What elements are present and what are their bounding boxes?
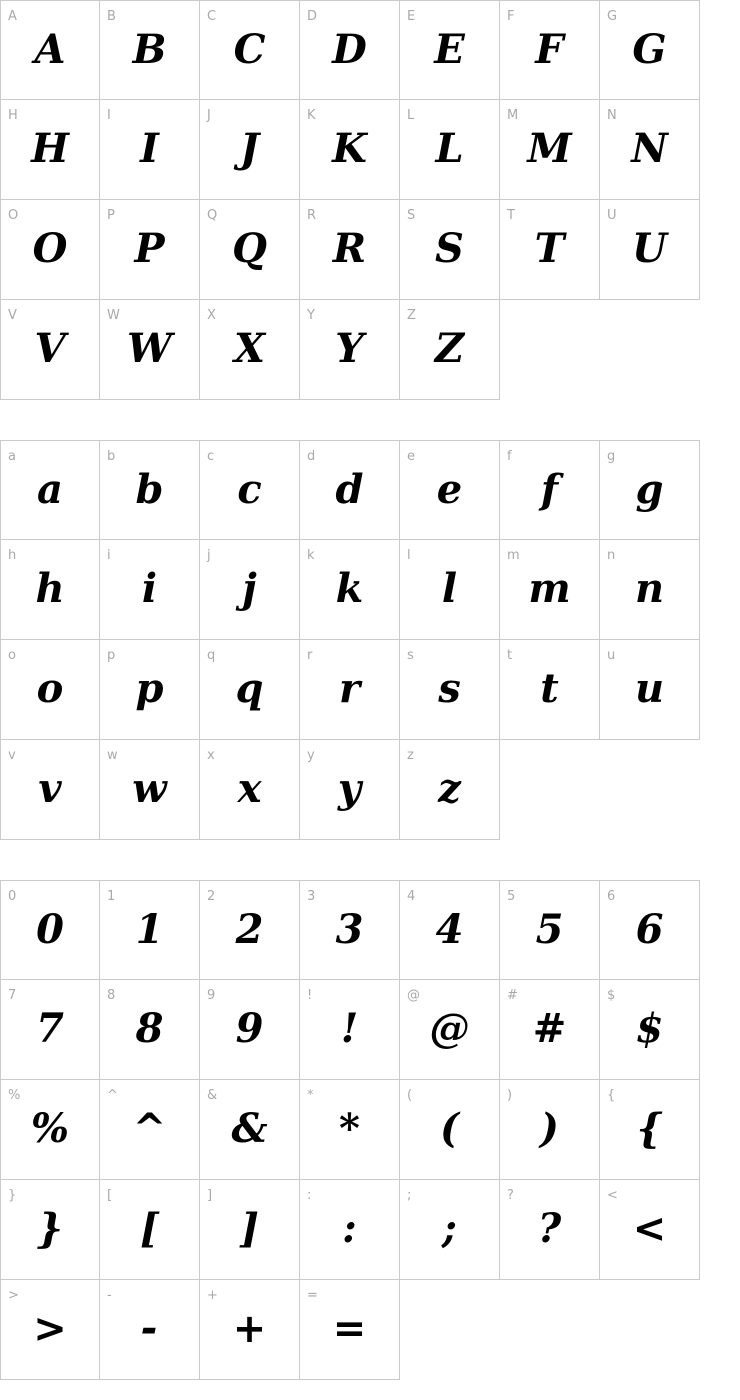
glyph-cell [500,640,600,740]
glyph-cell [400,640,500,740]
glyph-corner-label: Y [307,308,315,323]
glyph-preview: x [237,765,262,812]
glyph-corner-label: 4 [407,889,416,904]
glyph-preview: d [335,466,364,513]
glyph-corner-label: Q [207,208,218,223]
glyph-corner-label: N [607,108,617,123]
glyph-preview: 7 [36,1005,64,1052]
glyph-corner-label: j [207,548,211,563]
glyph-preview: z [438,765,461,812]
glyph-preview: % [30,1105,69,1152]
glyph-preview: 2 [235,906,264,953]
glyph-corner-label: @ [407,988,420,1003]
glyph-cell [0,980,100,1080]
glyph-cell [500,980,600,1080]
glyph-preview: 4 [435,906,464,953]
glyph-cell [100,300,200,400]
glyph-preview: X [233,325,266,372]
glyph-preview: M [527,125,572,172]
glyph-preview: A [34,26,66,73]
glyph-cell [0,200,100,300]
glyph-corner-label: & [207,1088,218,1103]
glyph-preview: F [535,26,564,73]
glyph-corner-label: < [607,1188,618,1203]
glyph-cell [500,1180,600,1280]
glyph-cell [0,1080,100,1180]
glyph-cell [500,880,600,980]
glyph-cell [500,1080,600,1180]
glyph-corner-label: { [607,1088,616,1103]
glyph-preview: j [242,565,257,612]
glyph-cell [300,0,400,100]
glyph-cell [100,540,200,640]
glyph-preview: Y [335,325,364,372]
glyph-cell [200,980,300,1080]
glyph-corner-label: ] [207,1188,213,1203]
glyph-corner-label: Z [407,308,416,323]
glyph-corner-label: } [8,1188,17,1203]
glyph-corner-label: H [8,108,18,123]
glyph-preview: m [528,565,571,612]
glyph-cell [0,0,100,100]
glyph-cell [400,740,500,840]
glyph-corner-label: 9 [207,988,216,1003]
glyph-table-digits-and-symbols [0,880,740,1380]
glyph-preview: w [132,765,167,812]
glyph-cell [100,980,200,1080]
glyph-corner-label: C [207,9,217,24]
glyph-preview: B [132,26,167,73]
glyph-corner-label: 2 [207,889,216,904]
glyph-preview: c [237,466,262,513]
glyph-corner-label: L [407,108,415,123]
glyph-table-uppercase-letters [0,0,740,400]
glyph-corner-label: - [107,1288,112,1303]
glyph-corner-label: M [507,108,519,123]
glyph-corner-label: R [307,208,317,223]
glyph-cell [300,880,400,980]
glyph-corner-label: n [607,548,616,563]
glyph-corner-label: > [8,1288,19,1303]
glyph-corner-label: k [307,548,315,563]
glyph-preview: - [141,1306,158,1352]
glyph-cell [0,440,100,540]
glyph-preview: [ [140,1205,159,1252]
glyph-corner-label: r [307,648,313,663]
glyph-corner-label: W [107,308,120,323]
glyph-cell [600,100,700,200]
glyph-row [0,100,740,200]
glyph-cell [100,200,200,300]
glyph-preview: > [33,1306,67,1352]
glyph-cell [0,640,100,740]
glyph-preview: $ [635,1005,664,1052]
glyph-corner-label: o [8,648,16,663]
glyph-corner-label: G [607,9,618,24]
glyph-cell [200,100,300,200]
glyph-cell [400,980,500,1080]
glyph-preview: E [434,26,465,73]
glyph-corner-label: ^ [107,1088,118,1103]
glyph-preview: T [534,225,565,272]
glyph-preview: G [632,26,667,73]
glyph-cell [600,200,700,300]
glyph-cell [500,540,600,640]
glyph-preview: 0 [36,906,64,953]
glyph-corner-label: J [207,108,211,123]
glyph-preview: 6 [635,906,664,953]
glyph-corner-label: V [8,308,17,323]
glyph-corner-label: 1 [107,889,116,904]
glyph-cell [0,300,100,400]
glyph-corner-label: l [407,548,411,563]
glyph-corner-label: A [8,9,17,24]
glyph-preview: J [240,125,259,172]
glyph-cell [300,300,400,400]
glyph-corner-label: + [207,1288,218,1303]
glyph-corner-label: ( [407,1088,413,1103]
glyph-preview: ] [240,1205,259,1252]
glyph-preview: R [332,225,367,272]
glyph-corner-label: O [8,208,19,223]
glyph-corner-label: 7 [8,988,17,1003]
glyph-corner-label: : [307,1188,312,1203]
glyph-corner-label: 8 [107,988,116,1003]
glyph-corner-label: D [307,9,318,24]
glyph-corner-label: B [107,9,116,24]
glyph-cell [100,640,200,740]
glyph-table-lowercase-letters [0,440,740,840]
glyph-corner-label: U [607,208,617,223]
glyph-preview: 9 [235,1005,264,1052]
glyph-cell [100,0,200,100]
glyph-row [0,440,740,540]
glyph-cell [100,1080,200,1180]
glyph-corner-label: w [107,748,118,763]
glyph-corner-label: a [8,449,16,464]
glyph-preview: a [37,466,63,513]
glyph-row [0,1280,740,1380]
glyph-preview: y [337,765,362,812]
glyph-row [0,740,740,840]
glyph-row [0,300,740,400]
glyph-preview: 8 [135,1005,164,1052]
glyph-cell [600,0,700,100]
glyph-preview: O [32,225,68,272]
glyph-preview: * [339,1105,360,1152]
glyph-cell [400,300,500,400]
glyph-preview: H [31,125,69,172]
glyph-corner-label: $ [607,988,616,1003]
glyph-preview: u [634,665,665,712]
glyph-preview: I [140,125,159,172]
glyph-preview: } [37,1205,63,1252]
glyph-cell [0,740,100,840]
glyph-preview: k [335,565,364,612]
glyph-corner-label: b [107,449,116,464]
glyph-cell [100,440,200,540]
glyph-preview: C [233,26,266,73]
glyph-row [0,1080,740,1180]
glyph-corner-label: I [107,108,111,123]
glyph-preview: l [441,565,458,612]
glyph-cell [0,1180,100,1280]
glyph-cell [300,1080,400,1180]
glyph-cell [100,1180,200,1280]
glyph-corner-label: E [407,9,416,24]
glyph-corner-label: 0 [8,889,17,904]
glyph-cell [0,540,100,640]
glyph-cell [400,540,500,640]
glyph-cell [300,100,400,200]
glyph-corner-label: h [8,548,17,563]
glyph-preview: 3 [335,906,364,953]
glyph-preview: ^ [132,1106,167,1152]
glyph-corner-label: c [207,449,215,464]
glyph-preview: P [134,225,165,272]
glyph-cell [200,1180,300,1280]
glyph-corner-label: v [8,748,16,763]
glyph-cell [300,1280,400,1380]
glyph-cell [600,880,700,980]
glyph-corner-label: x [207,748,215,763]
glyph-cell [400,100,500,200]
glyph-preview: N [631,125,668,172]
glyph-cell [600,1180,700,1280]
glyph-corner-label: e [407,449,415,464]
glyph-row [0,980,740,1080]
glyph-cell [300,740,400,840]
glyph-cell [100,1280,200,1380]
glyph-preview: 1 [135,906,164,953]
glyph-preview: n [634,565,665,612]
glyph-row [0,0,740,100]
glyph-cell [600,1080,700,1180]
glyph-preview: K [332,125,367,172]
glyph-preview: ; [442,1205,457,1252]
glyph-corner-label: X [207,308,216,323]
glyph-cell [500,100,600,200]
glyph-preview: e [436,466,463,513]
glyph-corner-label: * [307,1088,314,1103]
glyph-corner-label: ) [507,1088,513,1103]
glyph-corner-label: y [307,748,315,763]
glyph-cell [600,540,700,640]
glyph-preview: g [635,466,664,513]
glyph-cell [400,200,500,300]
glyph-corner-label: ! [307,988,313,1003]
glyph-preview: : [342,1205,357,1252]
glyph-preview: Z [434,325,465,372]
glyph-preview: s [438,665,461,712]
glyph-cell [0,1280,100,1380]
glyph-preview: + [232,1306,267,1352]
glyph-preview: # [532,1005,567,1052]
glyph-cell [400,1180,500,1280]
glyph-cell [100,740,200,840]
glyph-cell [500,200,600,300]
glyph-cell [200,1280,300,1380]
glyph-corner-label: 5 [507,889,516,904]
glyph-cell [500,440,600,540]
glyph-corner-label: p [107,648,116,663]
glyph-preview: q [235,665,264,712]
glyph-preview: t [540,665,559,712]
glyph-preview: U [632,225,667,272]
glyph-corner-label: d [307,449,316,464]
glyph-corner-label: q [207,648,216,663]
glyph-cell [300,440,400,540]
glyph-row [0,880,740,980]
glyph-cell [300,200,400,300]
glyph-cell [500,0,600,100]
glyph-cell [200,540,300,640]
glyph-preview: L [435,125,464,172]
glyph-preview: V [34,325,66,372]
glyph-corner-label: s [407,648,414,663]
glyph-corner-label: 3 [307,889,316,904]
glyph-cell [400,1080,500,1180]
glyph-corner-label: t [507,648,513,663]
glyph-row [0,1180,740,1280]
glyph-preview: p [135,665,164,712]
glyph-row [0,640,740,740]
glyph-corner-label: = [307,1288,318,1303]
glyph-cell [200,640,300,740]
glyph-cell [0,880,100,980]
glyph-preview: = [332,1306,367,1352]
glyph-cell [400,880,500,980]
glyph-cell [300,540,400,640]
glyph-preview: v [38,765,62,812]
glyph-preview: i [141,565,158,612]
glyph-cell [600,640,700,740]
glyph-preview: @ [429,1005,470,1052]
glyph-preview: h [35,565,65,612]
glyph-preview: ) [540,1105,559,1152]
glyph-corner-label: g [607,449,616,464]
glyph-preview: ( [440,1105,459,1152]
glyph-corner-label: ? [507,1188,514,1203]
glyph-row [0,540,740,640]
glyph-corner-label: u [607,648,616,663]
glyph-cell [600,440,700,540]
glyph-corner-label: K [307,108,316,123]
glyph-row [0,200,740,300]
glyph-cell [0,100,100,200]
glyph-corner-label: S [407,208,416,223]
glyph-preview: r [338,665,361,712]
glyph-cell [200,1080,300,1180]
glyph-preview: S [435,225,464,272]
glyph-preview: 5 [535,906,564,953]
glyph-cell [300,1180,400,1280]
glyph-corner-label: f [507,449,512,464]
glyph-corner-label: z [407,748,414,763]
glyph-cell [200,740,300,840]
glyph-cell [600,980,700,1080]
glyph-cell [300,980,400,1080]
glyph-preview: b [135,466,164,513]
glyph-cell [200,200,300,300]
glyph-preview: ! [340,1005,359,1052]
glyph-preview: D [332,26,367,73]
glyph-corner-label: [ [107,1188,113,1203]
glyph-corner-label: P [107,208,115,223]
glyph-preview: f [540,466,559,513]
glyph-cell [200,880,300,980]
glyph-cell [400,0,500,100]
glyph-preview: { [636,1105,663,1152]
glyph-cell [100,880,200,980]
glyph-corner-label: % [8,1088,21,1103]
glyph-cell [100,100,200,200]
glyph-corner-label: ; [407,1188,412,1203]
glyph-preview: o [36,665,64,712]
glyph-corner-label: F [507,9,515,24]
glyph-cell [200,0,300,100]
glyph-corner-label: 6 [607,889,616,904]
glyph-cell [200,440,300,540]
glyph-corner-label: T [507,208,515,223]
glyph-preview: Q [232,225,267,272]
glyph-corner-label: m [507,548,520,563]
glyph-preview: ? [537,1205,562,1252]
glyph-corner-label: i [107,548,111,563]
glyph-preview: W [127,325,172,372]
glyph-cell [400,440,500,540]
glyph-corner-label: # [507,988,518,1003]
glyph-cell [200,300,300,400]
glyph-preview: < [632,1206,667,1252]
glyph-preview: & [231,1105,268,1152]
glyph-cell [300,640,400,740]
